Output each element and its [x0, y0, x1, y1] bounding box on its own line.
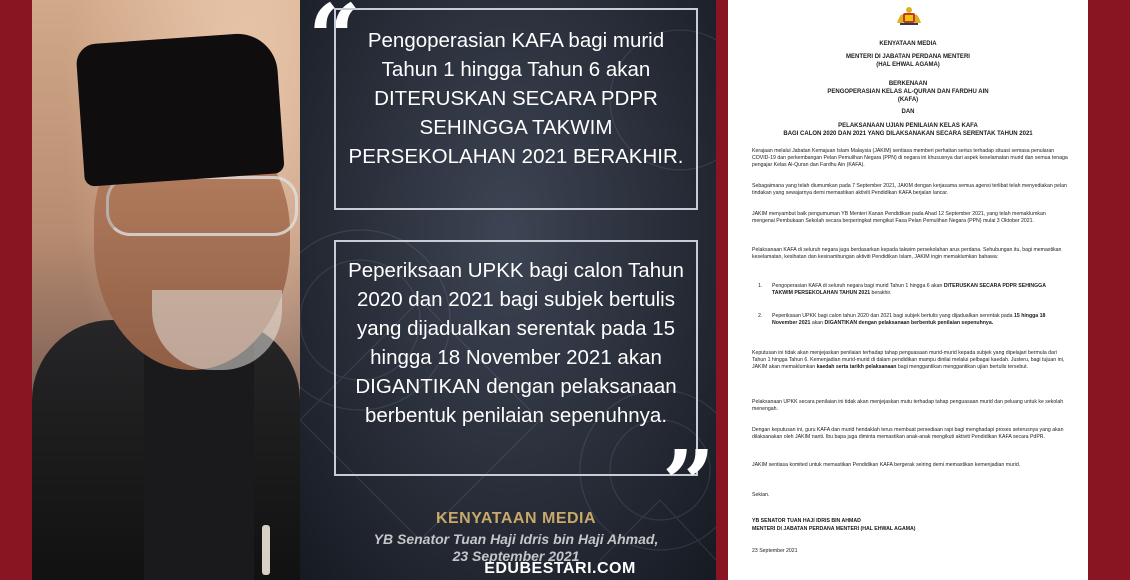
doc-item-1-text-c: berakhir. — [871, 290, 892, 297]
doc-paragraph-5-b: kaedah serta tarikh pelaksanaan — [816, 364, 897, 371]
photo-glasses — [106, 176, 298, 236]
doc-item-2-text-d: DIGANTIKAN dengan pelaksanaan berbentuk penilaian sepenuhnya. — [824, 320, 994, 327]
quote-box-upkk — [334, 240, 698, 476]
doc-issuer-2: (HAL EHWAL AGAMA) — [876, 62, 940, 68]
press-release-document — [728, 0, 1088, 580]
doc-item-2-text-a: Peperiksaan UPKK bagi calon tahun 2020 dan 2021 bagi subjek bertulis yang dijadualkan serentak pada — [772, 313, 1013, 319]
doc-paragraph-5-c: bagi menggantikan menggantikan ujian bertulis tersebut. — [897, 364, 1028, 371]
doc-signer-name: YB SENATOR TUAN HAJI IDRIS BIN AHMAD — [752, 518, 861, 524]
quote-upkk-text: Peperiksaan UPKK bagi calon Tahun 2020 dan 2021 bagi subjek bertulis yang dijadualkan serentak pada 15 hingga 18 November 2021 akan DIGANTIKAN dengan pelaksanaan berbentuk penilaian sepenuhnya. — [348, 259, 684, 427]
doc-closing: Sekian. — [752, 492, 770, 498]
doc-item-1-text-b: DITERUSKAN SECARA PDPR SEHINGGA TAKWIM PERSEKOLAHAN TAHUN 2021 — [772, 283, 1046, 297]
close-quote-icon: ” — [662, 430, 715, 538]
caption-date: 23 September 2021 — [452, 548, 580, 564]
doc-signer-title: MENTERI DI JABATAN PERDANA MENTERI (HAL EHWAL AGAMA) — [752, 526, 916, 532]
quote-kafa-text: Pengoperasian KAFA bagi murid Tahun 1 hingga Tahun 6 akan DITERUSKAN SECARA PDPR SEHINGGA TAKWIM PERSEKOLAHAN 2021 BERAKHIR. — [348, 29, 684, 168]
doc-subject-3: PELAKSANAAN UJIAN PENILAIAN KELAS KAFA — [838, 123, 978, 129]
open-quote-icon: “ — [308, 0, 361, 92]
doc-paragraph-1: Kerajaan melalui Jabatan Kemajuan Islam Malaysia (JAKIM) sentiasa memberi perhatian serius terhadap situasi semasa penularan COVID-19 dan perkembangan Pelan Pemulihan Negara (PPN) di negara ini khususnya dari aspek keselamatan murid dan semua tenaga pengajar Kelas Al-Quran dan Fardhu Ain (KAFA). — [752, 148, 1068, 169]
doc-item-2-text-b: 15 hingga 18 November 2021 — [772, 313, 1046, 327]
left-border — [0, 0, 32, 580]
doc-paragraph-2: Sebagaimana yang telah diumumkan pada 7 September 2021, JAKIM dengan kerjasama semua agensi terlibat telah menyediakan pelan tindakan yang sewajarnya demi memastikan aktiviti Pendidikan KAFA berjalan lancar. — [752, 183, 1067, 197]
right-border — [1088, 0, 1130, 580]
doc-issuer-1: MENTERI DI JABATAN PERDANA MENTERI — [846, 54, 970, 60]
middle-border — [716, 0, 728, 580]
malaysia-crest-icon — [894, 6, 924, 26]
doc-item-2-number: 2. — [758, 313, 763, 319]
photo-songkok — [75, 31, 284, 187]
doc-date: 23 September 2021 — [752, 548, 798, 554]
doc-item-2-text-c: akan — [811, 320, 824, 327]
quote-box-kafa — [334, 8, 698, 210]
doc-paragraph-4: Pelaksanaan KAFA di seluruh negara juga berdasarkan kepada takwim persekolahan arus perdana. Sehubungan itu, bagi memastikan keselamatan, kesihatan dan kesinambungan aktiviti Pendidikan Islam, JAKIM ingin memaklumkan bahawa: — [752, 247, 1062, 261]
doc-subject-1: PENGOPERASIAN KELAS AL-QURAN DAN FARDHU AIN — [827, 89, 989, 95]
minister-photo — [32, 0, 300, 580]
doc-subject-2: (KAFA) — [897, 97, 919, 103]
doc-paragraph-5-a: Keputusan ini tidak akan menjejaskan penilaian terhadap tahap penguasaan murid-murid kepada subjek yang dipelajari bermula dari Tahun 1 hingga Tahun 6. Kemenjadian murid-murid di dalam pendidikan mampu dinilai melalui pelbagai kaedah. Justeru, bagi tujuan ini, JAKIM akan memaklumkan — [752, 350, 1065, 371]
doc-paragraph-8: JAKIM sentiasa komited untuk memastikan Pendidikan KAFA bergerak seiring demi memastikan kemenjadian murid. — [752, 462, 1021, 468]
doc-item-1-text-a: Pengoperasian KAFA di seluruh negara bagi murid Tahun 1 hingga 6 akan — [772, 283, 943, 289]
doc-item-1 — [758, 283, 1068, 297]
doc-item-2 — [758, 313, 1068, 327]
doc-paragraph-7: Dengan keputusan ini, guru KAFA dan murid hendaklah terus membuat persediaan rapi bagi menghadapi proses seterusnya yang akan dilaksanakan oleh JAKIM nanti. Ibu bapa juga diminta memastikan anak-anak mengikuti aktiviti Pendidikan KAFA secara PdPR. — [752, 427, 1064, 441]
caption-name: YB Senator Tuan Haji Idris bin Haji Ahmad, — [373, 531, 659, 547]
caption-title: KENYATAAN MEDIA — [435, 510, 597, 527]
doc-item-1-number: 1. — [758, 283, 763, 289]
doc-subject-label: BERKENAAN — [888, 81, 928, 87]
doc-paragraph-5 — [752, 350, 1068, 372]
doc-and-label: DAN — [901, 109, 915, 115]
doc-subject-4: BAGI CALON 2020 DAN 2021 YANG DILAKSANAKAN SECARA SERENTAK TAHUN 2021 — [783, 131, 1033, 137]
doc-paragraph-3: JAKIM menyambut baik pengumuman YB Menteri Kanan Pendidikan pada Ahad 12 September 2021, yang telah memaklumkan mengenai Pembukaan Sekolah secara berperingkat mengikut Fasa Pelan Pemulihan Negara (PPN) mulai 3 Oktober 2021. — [752, 211, 1046, 225]
photo-pen — [262, 525, 270, 575]
doc-paragraph-6: Pelaksanaan UPKK secara penilaian ini tidak akan menjejaskan mutu terhadap tahap penguasaan murid dan peluang untuk ke sekolah menengah. — [752, 399, 1064, 413]
site-watermark: EDUBESTARI.COM — [484, 560, 636, 577]
doc-heading: KENYATAAN MEDIA — [879, 41, 937, 47]
quote-panel — [300, 0, 716, 580]
